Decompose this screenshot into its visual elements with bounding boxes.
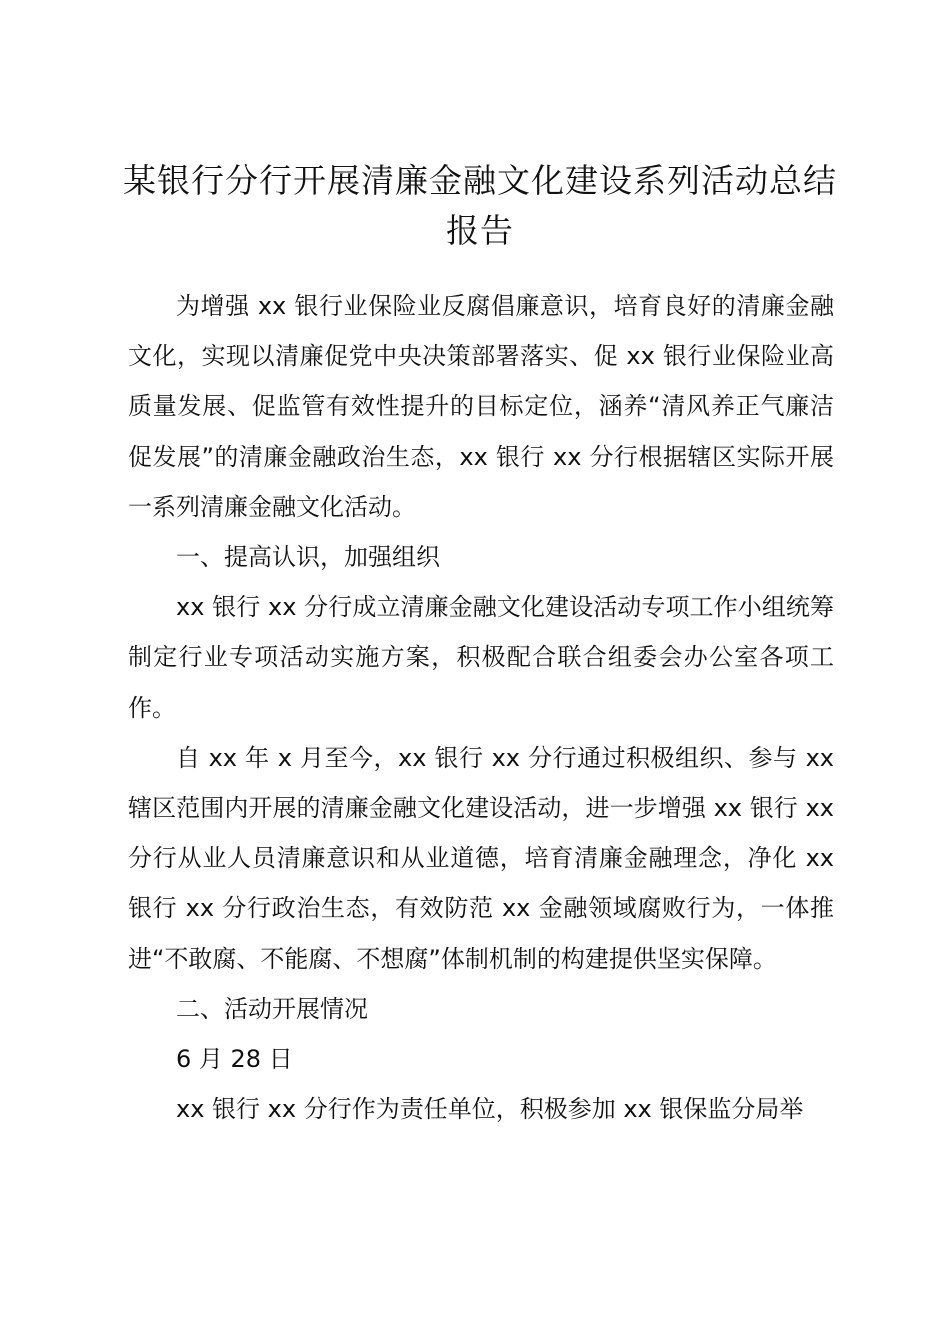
document-title: 某银行分行开展清廉金融文化建设系列活动总结报告 [123,161,837,250]
body-paragraph: 自 xx 年 x 月至今，xx 银行 xx 分行通过积极组织、参与 xx 辖区范围内开展的清廉金融文化建设活动，进一步增强 xx 银行 xx 分行从业人员清廉意识和从业道德，培育清廉金融理念，净化 xx 银行 xx 分行政治生态，有效防范 xx 金融领域腐败行为，一体推进“不敢腐、不能腐、不想腐”体制机制的构建提供坚实保障。 [128,743,834,973]
body-paragraph: xx 银行 xx 分行成立清廉金融文化建设活动专项工作小组统筹制定行业专项活动实施方案，积极配合联合组委会办公室各项工作。 [128,593,834,722]
section-heading-1: 一、提高认识，加强组织 [176,543,440,572]
intro-paragraph: 为增强 xx 银行业保险业反腐倡廉意识，培育良好的清廉金融文化，实现以清廉促党中央决策部署落实、促 xx 银行业保险业高质量发展、促监管有效性提升的目标定位，涵养“清风养正气廉洁促发展”的清廉金融政治生态，xx 银行 xx 分行根据辖区实际开展一系列清廉金融文化活动。 [128,292,834,521]
section-heading-2: 二、活动开展情况 [176,994,368,1023]
date-line: 6 月 28 日 [176,1045,293,1074]
document-body [128,281,834,1134]
body-paragraph: xx 银行 xx 分行作为责任单位，积极参加 xx 银保监分局举 [176,1095,804,1124]
